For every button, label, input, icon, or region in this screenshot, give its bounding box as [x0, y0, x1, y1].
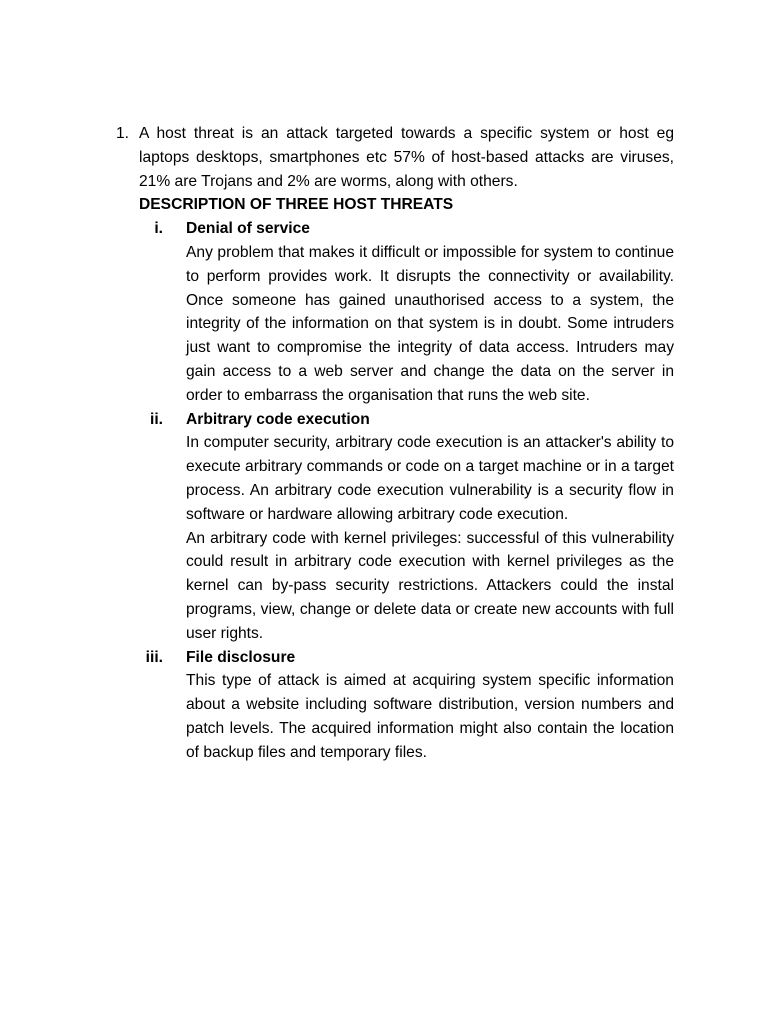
threat-description: An arbitrary code with kernel privileges: successful of this vulnerability could result in arbitrary code execution with kernel privileges as the kernel can by-pass security restrictions. Attackers could the instal programs, view, change or delete data or create new accounts with full user rights. [186, 529, 674, 642]
document-body [116, 122, 674, 765]
threat-description: This type of attack is aimed at acquiring system specific information about a website including software distribution, version numbers and patch levels. The acquired information might also contain the location of backup files and temporary files. [186, 672, 674, 761]
threat-title: File disclosure [186, 648, 296, 666]
list-item-number: 1. [116, 125, 130, 142]
intro-paragraph: A host threat is an attack targeted towards a specific system or host eg laptops desktops, smartphones etc 57% of host-based attacks are viruses, 21% are Trojans and 2% are worms, along with others. [139, 125, 674, 190]
threat-numeral: i. [154, 220, 163, 238]
threat-title: Arbitrary code execution [186, 410, 370, 428]
section-heading: DESCRIPTION OF THREE HOST THREATS [139, 196, 454, 214]
threat-item-arbitrary-code-execution [139, 408, 674, 646]
threat-title: Denial of service [186, 220, 310, 238]
list-item-1 [116, 122, 674, 765]
threat-numeral: iii. [145, 648, 163, 666]
threat-description: Any problem that makes it difficult or impossible for system to continue to perform provides work. It disrupts the connectivity or availability. Once someone has gained unauthorised access to a system, the integrity of the information on that system is in doubt. Some intruders just want to compromise the integrity of data access. Intruders may gain access to a web server and change the data on the server in order to embarrass the organisation that runs the web site. [186, 243, 674, 404]
threat-item-denial-of-service [139, 217, 674, 407]
threat-item-file-disclosure [139, 646, 674, 765]
threat-description: In computer security, arbitrary code execution is an attacker's ability to execute arbitrary commands or code on a target machine or in a target process. An arbitrary code execution vulnerability is a security flow in software or hardware allowing arbitrary code execution. [186, 434, 674, 523]
threat-numeral: ii. [150, 410, 163, 428]
